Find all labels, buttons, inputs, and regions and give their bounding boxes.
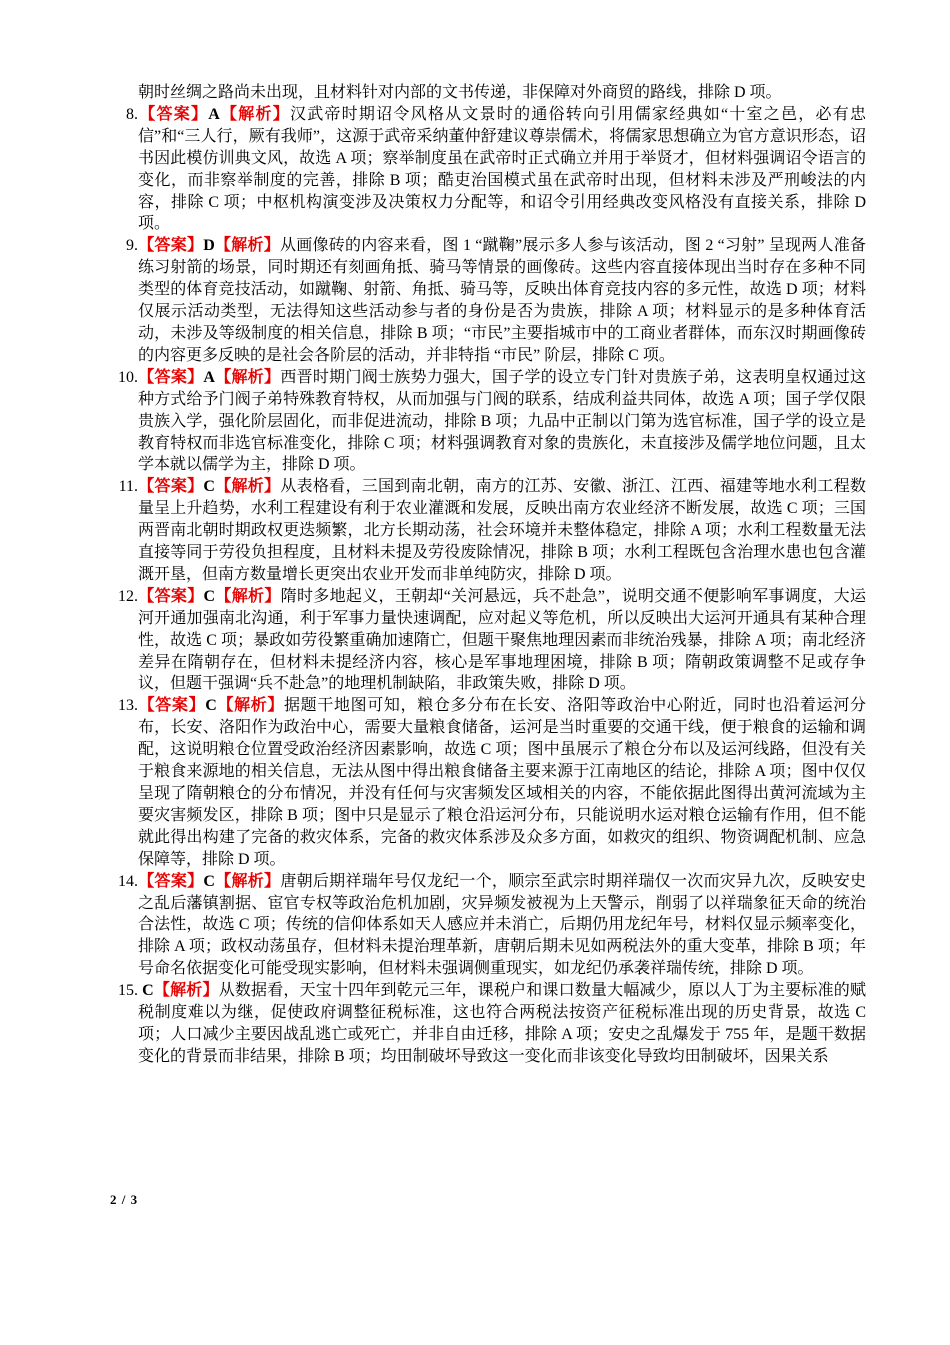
answer-label: 【答案】 (138, 237, 204, 255)
analysis-label: 【解析】 (215, 587, 281, 605)
answer-label: 【答案】 (138, 587, 204, 605)
analysis-text: 据题干地图可知，粮仓多分布在长安、洛阳等政治中心附近，同时也沿着运河分布，长安、洛阳作为政治中心，需要大量粮食储备，运河是当时重要的交通干线，便于粮食的运输和调配，这说明粮仓位置受政治经济因素影响，故选 C 项；图中虽展示了粮仓分布以及运河线路，但没有关于粮食来源地的相关信息，无法从图中得出粮食储备主要来源于江南地区的结论，排除 A 项；图中仅仅呈现了隋朝粮仓的分布情况，并没有任何与灾害频发区域相关的内容，不能依据此图得出黄河流域为主要灾害频发区，排除 B 项；图中只是显示了粮仓沿运河分布，只能说明水运对粮仓运输有作用，但不能就此得出构建了完备的救灾体系，完备的救灾体系涉及众多方面，如救灾的组织、物资调配机制、应急保障等，排除 D 项。 (138, 697, 866, 868)
answer-value: C (205, 697, 217, 715)
answer-list (106, 82, 866, 1068)
analysis-text: 汉武帝时期诏令风格从文景时的通俗转向引用儒家经典如“十室之邑，必有忠信”和“三人行，厥有我师”，这源于武帝采纳董仲舒建议尊崇儒术，将儒家思想确立为官方意识形态，诏书因此模仿训典文风，故选 A 项；察举制度虽在武帝时正式确立并用于举贤才，但材料强调诏令语言的变化，而非察举制度的完善，排除 B 项；酷吏治国模式虽在武帝时出现，但材料未涉及严刑峻法的内容，排除 C 项；中枢机构演变涉及决策权力分配等，和诏令引用经典改变风格没有直接关系，排除 D 项。 (138, 105, 866, 233)
item-number: 10. (118, 368, 138, 386)
answer-item (106, 235, 866, 366)
item-number: 11. (118, 478, 138, 496)
analysis-label: 【解析】 (214, 478, 281, 496)
answer-item (106, 586, 866, 696)
analysis-text: 从数据看，天宝十四年到乾元三年，课税户和课口数量大幅减少，原以人丁为主要标准的赋税制度难以为继，促使政府调整征税标准，这也符合两税法按资产征税标准出现的历史背景，故选 C 项；人口减少主要因战乱逃亡或死亡，并非自由迁移，排除 A 项；安史之乱爆发于 755 年，是题干数据变化的背景而非结果，排除 B 项；均田制破坏导致这一变化而非该变化导致均田制破坏，因果关系 (138, 982, 866, 1065)
analysis-text: 隋时多地起义，王朝却“关河悬远，兵不赴急”，说明交通不便影响军事调度，大运河开通加强南北沟通，利于军事力量快速调配，应对起义等危机，所以反映出大运河开通具有某种合理性，故选 C 项；暴政如劳役繁重确加速隋亡，但题干聚焦地理因素而非统治残暴，排除 A 项；南北经济差异在隋朝存在，但材料未提经济内容，核心是军事地理困境，排除 B 项；隋朝政策调整不足或存争议，但题干强调“兵不赴急”的地理机制缺陷，非政策失败，排除 D 项。 (138, 587, 866, 693)
page-number: 2 / 3 (110, 1192, 139, 1207)
answer-item (106, 476, 866, 586)
continuation-paragraph: 朝时丝绸之路尚未出现，且材料针对内部的文书传递，非保障对外商贸的路线，排除 D 项。 (138, 84, 782, 101)
answer-value: A (208, 105, 220, 123)
answer-label: 【答案】 (138, 368, 204, 386)
analysis-label: 【解析】 (219, 105, 290, 123)
answer-item (106, 871, 866, 981)
answer-value: C (203, 478, 215, 496)
answer-value: C (203, 587, 216, 605)
analysis-label: 【解析】 (214, 237, 281, 255)
answer-label: 【答案】 (138, 105, 209, 123)
item-number: 12. (118, 587, 138, 605)
answer-item (106, 104, 866, 235)
analysis-label: 【解析】 (214, 872, 281, 890)
item-number: 13. (118, 697, 138, 715)
answer-value: D (203, 237, 215, 255)
answer-value: A (203, 368, 215, 386)
analysis-text: 从表格看，三国到南北朝，南方的江苏、安徽、浙江、江西、福建等地水利工程数量呈上升趋势，水利工程建设有利于农业灌溉和发展，反映出南方农业经济不断发展，故选 C 项；三国两晋南北朝时期政权更迭频繁，北方长期动荡，社会环境并未整体稳定，排除 A 项；水利工程数量无法直接等同于劳役负担程度，且材料未提及劳役废除情况，排除 B 项；水利工程既包含治理水患也包含灌溉开垦，但南方数量增长更突出农业开发而非单纯防灾，排除 D 项。 (138, 478, 866, 583)
analysis-label: 【解析】 (214, 368, 281, 386)
answer-value: C (203, 872, 215, 890)
item-number: 15. (118, 982, 138, 1000)
answer-label: 【答案】 (138, 697, 206, 715)
analysis-text: 西晋时期门阀士族势力强大，国子学的设立专门针对贵族子弟，这表明皇权通过这种方式给予门阀子弟特殊教育特权，从而加强与门阀的联系，结成利益共同体，故选 A 项；国子学仅限贵族入学，强化阶层固化，而非促进流动，排除 B 项；九品中正制以门第为选官标准，国子学的设立是教育特权而非选官标准变化，排除 C 项；材料强调教育对象的贵族化，未直接涉及儒学地位问题，且太学本就以儒学为主，排除 D 项。 (138, 368, 866, 474)
answer-label: 【答案】 (138, 478, 204, 496)
item-number: 8. (126, 105, 138, 123)
item-number: 14. (118, 872, 138, 890)
item-number: 9. (126, 237, 138, 255)
analysis-text: 从画像砖的内容来看，图 1 “蹴鞠”展示多人参与该活动，图 2 “习射” 呈现两人准备练习射箭的场景，同时期还有刻画角抵、骑马等情景的画像砖。这些内容直接体现出当时存在多种不同类型的体育竞技活动，如蹴鞠、射箭、角抵、骑马等，反映出体育竞技内容的多元性，故选 D 项；材料仅展示活动类型，无法得知这些活动参与者的身份是否为贵族，排除 A 项；材料显示的是多种体育活动，未涉及等级制度的相关信息，排除 B 项；“市民”主要指城市中的工商业者群体，而东汉时期画像砖的内容更多反映的是社会各阶层的活动，并非特指 “市民” 阶层，排除 C 项。 (138, 237, 866, 364)
analysis-label: 【解析】 (153, 982, 219, 1000)
analysis-text: 唐朝后期祥瑞年号仅龙纪一个，顺宗至武宗时期祥瑞仅一次而灾异九次，反映安史之乱后藩镇割据、宦官专权等政治危机加剧，灾异频发被视为上天警示，削弱了以祥瑞象征天命的统治合法性，故选 C 项；传统的信仰体系如天人感应并未消亡，后期仍用龙纪年号，材料仅显示频率变化，排除 A 项；政权动荡虽存，但材料未提治理革新，唐朝后期未见如两税法外的重大变革，排除 B 项；年号命名依据变化可能受现实影响，但材料未强调侧重现实，如龙纪仍承袭祥瑞传统，排除 D 项。 (138, 872, 866, 978)
analysis-label: 【解析】 (216, 697, 285, 715)
answer-value: C (138, 982, 154, 1000)
answer-item (106, 695, 866, 870)
answer-item (106, 367, 866, 477)
answer-label: 【答案】 (138, 872, 204, 890)
answer-item (106, 980, 866, 1068)
